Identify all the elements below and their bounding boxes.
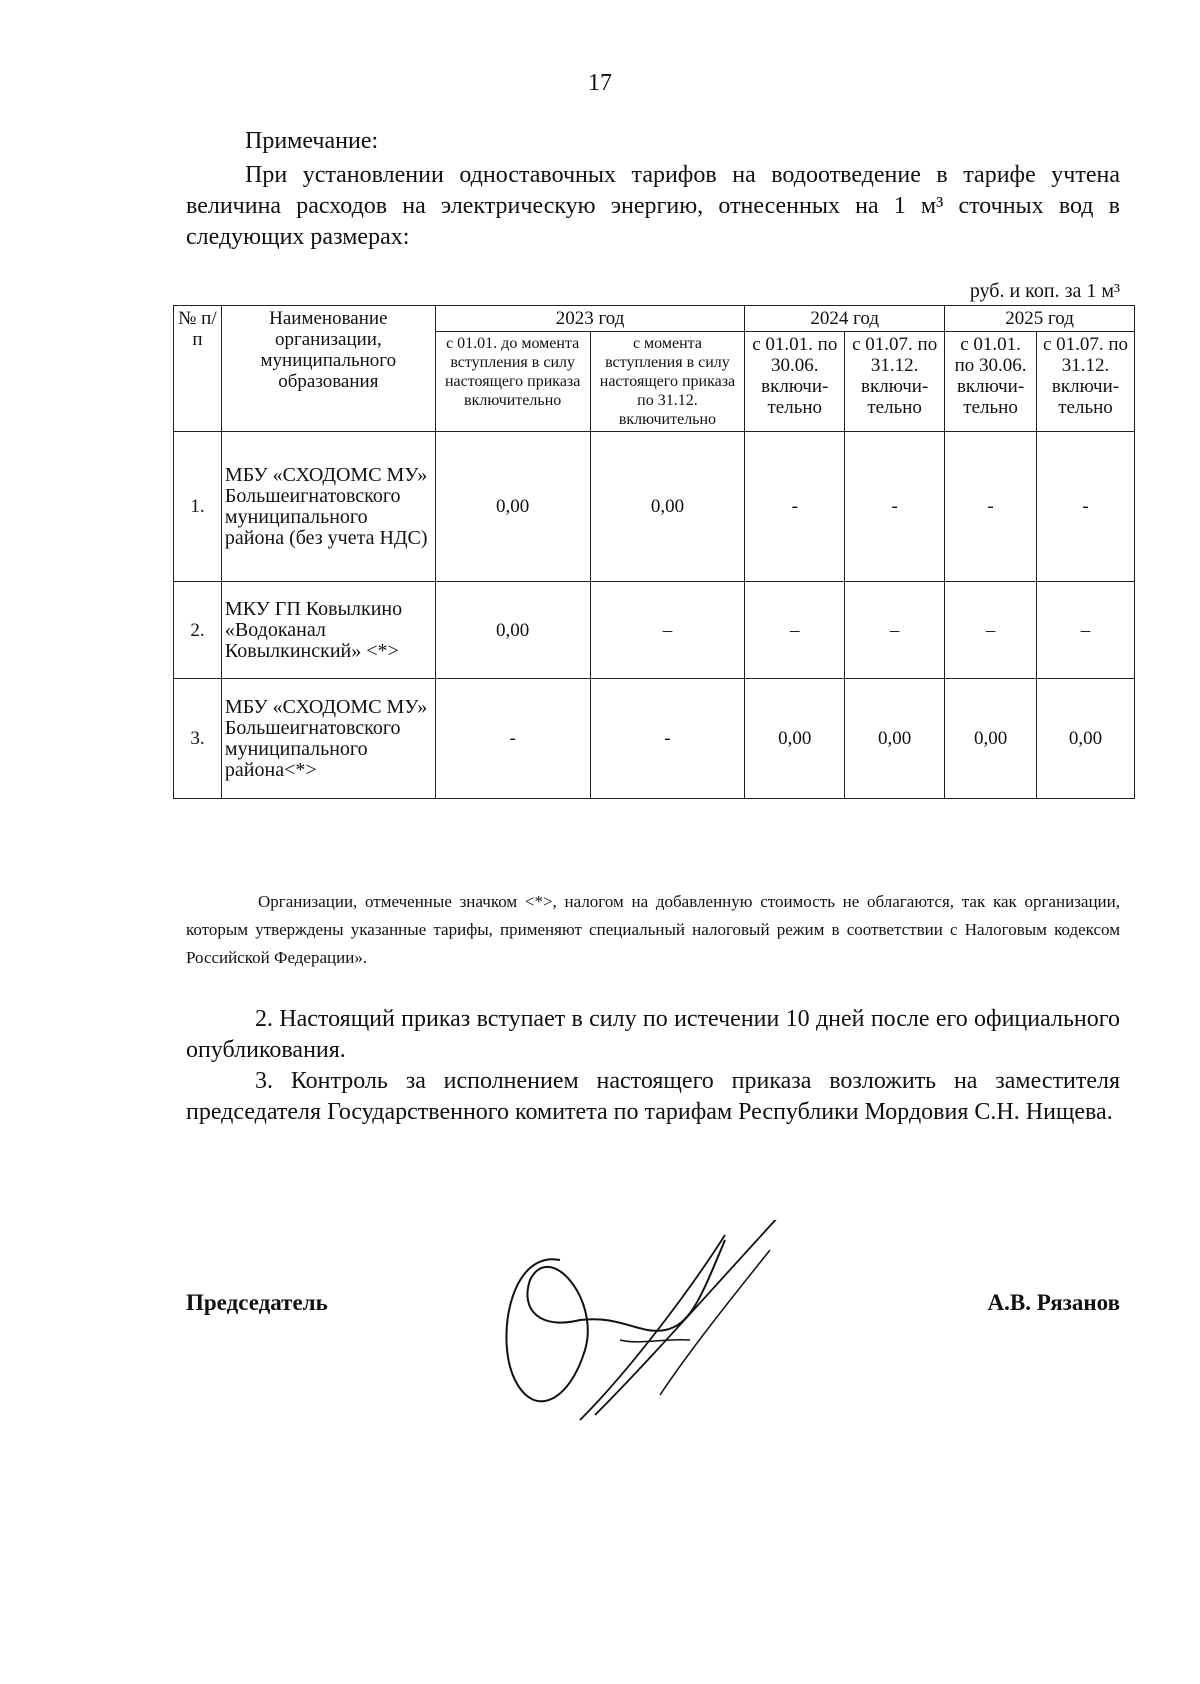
header-year-2024: 2024 год [745,306,945,332]
tariff-table [173,305,1135,799]
header-period: с 01.01. по 30.06. включи-тельно [945,332,1037,432]
row-org-name: МБУ «СХОДОМС МУ» Большеигнатовского муниципального района (без учета НДС) [221,432,435,582]
row-num: 1. [174,432,222,582]
row-value: – [945,582,1037,679]
signer-title: Председатель [186,1290,328,1315]
row-value: – [745,582,845,679]
row-org-name: МБУ «СХОДОМС МУ» Большеигнатовского муниципального района<*> [221,679,435,799]
handwritten-signature [490,1220,820,1450]
row-value: 0,00 [945,679,1037,799]
row-value: - [1037,432,1135,582]
table-row [174,679,1135,799]
table-row [174,582,1135,679]
row-value: - [745,432,845,582]
header-num: № п/п [174,306,222,432]
row-value: – [845,582,945,679]
row-value: - [845,432,945,582]
note-title: Примечание: [245,128,379,154]
header-period: с 01.01. до момента вступления в силу настоящего приказа включительно [435,332,590,432]
signer-name: А.В. Рязанов [987,1290,1120,1315]
header-year-2023: 2023 год [435,306,745,332]
header-period: с 01.07. по 31.12. включи-тельно [1037,332,1135,432]
row-value: 0,00 [845,679,945,799]
row-value: – [1037,582,1135,679]
row-value: - [590,679,745,799]
row-value: – [590,582,745,679]
row-value: 0,00 [590,432,745,582]
row-value: 0,00 [435,432,590,582]
header-period: с 01.01. по 30.06. включи-тельно [745,332,845,432]
table-row [174,432,1135,582]
row-value: - [435,679,590,799]
row-value: 0,00 [435,582,590,679]
row-value: - [945,432,1037,582]
row-num: 3. [174,679,222,799]
row-org-name: МКУ ГП Ковылкино «Водоканал Ковылкинский» <*> [221,582,435,679]
header-name: Наименование организации, муниципального образования [221,306,435,432]
note-body: При установлении одноставочных тарифов на водоотведение в тарифе учтена величина расходов на электрическую энергию, отнесенных на 1 м³ сточных вод в следующих размерах: [186,162,1120,250]
paragraph-3: 3. Контроль за исполнением настоящего приказа возложить на заместителя председателя Государственного комитета по тарифам Республики Мордовия С.Н. Нищева. [186,1068,1120,1125]
row-num: 2. [174,582,222,679]
footnote: Организации, отмеченные значком <*>, налогом на добавленную стоимость не облагаются, так как организации, которым утверждены указанные тарифы, применяют специальный налоговый режим в соответствии с Налоговым кодексом Российской Федерации». [186,892,1120,967]
page-number: 17 [588,70,612,96]
header-period: с момента вступления в силу настоящего приказа по 31.12. включительно [590,332,745,432]
header-year-2025: 2025 год [945,306,1135,332]
table-units: руб. и коп. за 1 м³ [969,280,1120,302]
row-value: 0,00 [745,679,845,799]
paragraph-2: 2. Настоящий приказ вступает в силу по истечении 10 дней после его официального опубликования. [186,1006,1120,1063]
header-period: с 01.07. по 31.12. включи-тельно [845,332,945,432]
row-value: 0,00 [1037,679,1135,799]
